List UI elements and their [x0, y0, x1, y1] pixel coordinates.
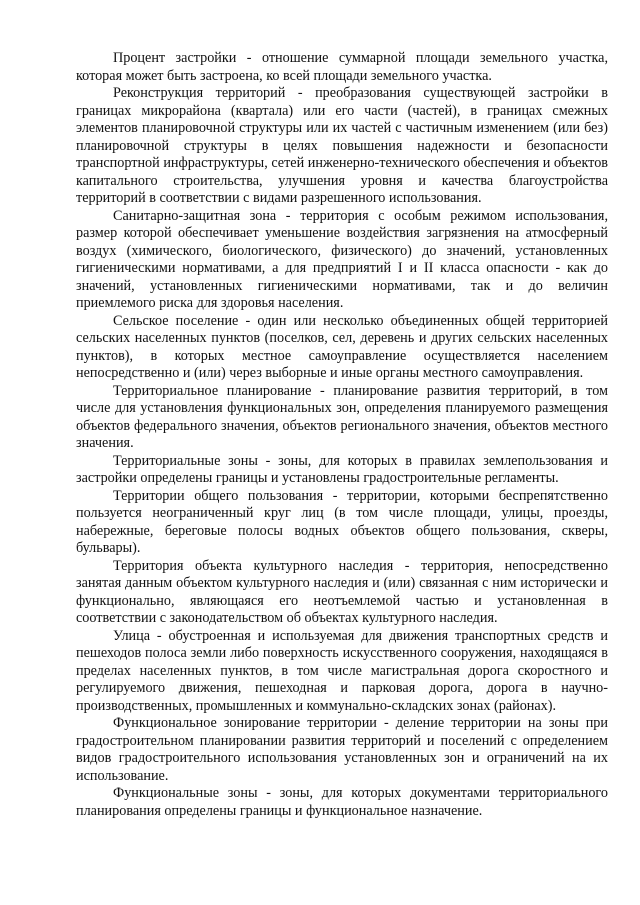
- paragraph-public-territories: Территории общего пользования - территории, которыми беспрепятственно пользуется неограниченный круг лиц (в том числе площади, улицы, проезды, набережные, береговые полосы водных объектов общего пользования, скверы, бульвары).: [76, 487, 608, 556]
- document-page: [76, 50, 608, 820]
- paragraph-building-percentage: Процент застройки - отношение суммарной площади земельного участка, которая может быть застроена, ко всей площади земельного участка.: [76, 50, 608, 84]
- paragraph-functional-zoning: Функциональное зонирование территории - деление территории на зоны при градостроительном планировании развития территорий и поселений с определением видов градостроительного использования установленных зон и ограничений на их использование.: [76, 715, 608, 784]
- paragraph-functional-zones: Функциональные зоны - зоны, для которых документами территориального планирования определены границы и функциональное назначение.: [76, 785, 608, 819]
- paragraph-sanitary-protection-zone: Санитарно-защитная зона - территория с особым режимом использования, размер которой обеспечивает уменьшение воздействия загрязнения на атмосферный воздух (химического, биологического, физического) до значений, установленных гигиеническими нормативами, а для предприятий I и II класса опасности - как до значений, установленных гигиеническими нормативами, так и до величин приемлемого риска для здоровья населения.: [76, 207, 608, 311]
- paragraph-cultural-heritage-territory: Территория объекта культурного наследия - территория, непосредственно занятая данным объектом культурного наследия и (или) связанная с ним исторически и функционально, являющаяся его неотъемлемой частью и установленная в соответствии с законодательством об объектах культурного наследия.: [76, 557, 608, 626]
- paragraph-territorial-zones: Территориальные зоны - зоны, для которых в правилах землепользования и застройки определены границы и установлены градостроительные регламенты.: [76, 452, 608, 486]
- paragraph-street: Улица - обустроенная и используемая для движения транспортных средств и пешеходов полоса земли либо поверхность искусственного сооружения, находящаяся в пределах населенных пунктов, в том числе магистральная дорога скоростного и регулируемого движения, пешеходная и парковая дорога, дорога в научно-производственных, промышленных и коммунально-складских зонах (районах).: [76, 627, 608, 714]
- paragraph-territory-reconstruction: Реконструкция территорий - преобразования существующей застройки в границах микрорайона (квартала) или его части (частей), в границах смежных элементов планировочной структуры или их частей с частичным изменением (или без) планировочной структуры в целях повышения надежности и безопасности транспортной инфраструктуры, сетей инженерно-технического обеспечения и объектов капитального строительства, улучшения уровня и качества благоустройства территорий в соответствии с видами разрешенного использования.: [76, 85, 608, 206]
- paragraph-rural-settlement: Сельское поселение - один или несколько объединенных общей территорией сельских населенных пунктов (поселков, сел, деревень и других сельских населенных пунктов), в которых местное самоуправление осуществляется населением непосредственно и (или) через выборные и иные органы местного самоуправления.: [76, 312, 608, 381]
- paragraph-territorial-planning: Территориальное планирование - планирование развития территорий, в том числе для установления функциональных зон, определения планируемого размещения объектов федерального значения, объектов регионального значения, объектов местного значения.: [76, 382, 608, 451]
